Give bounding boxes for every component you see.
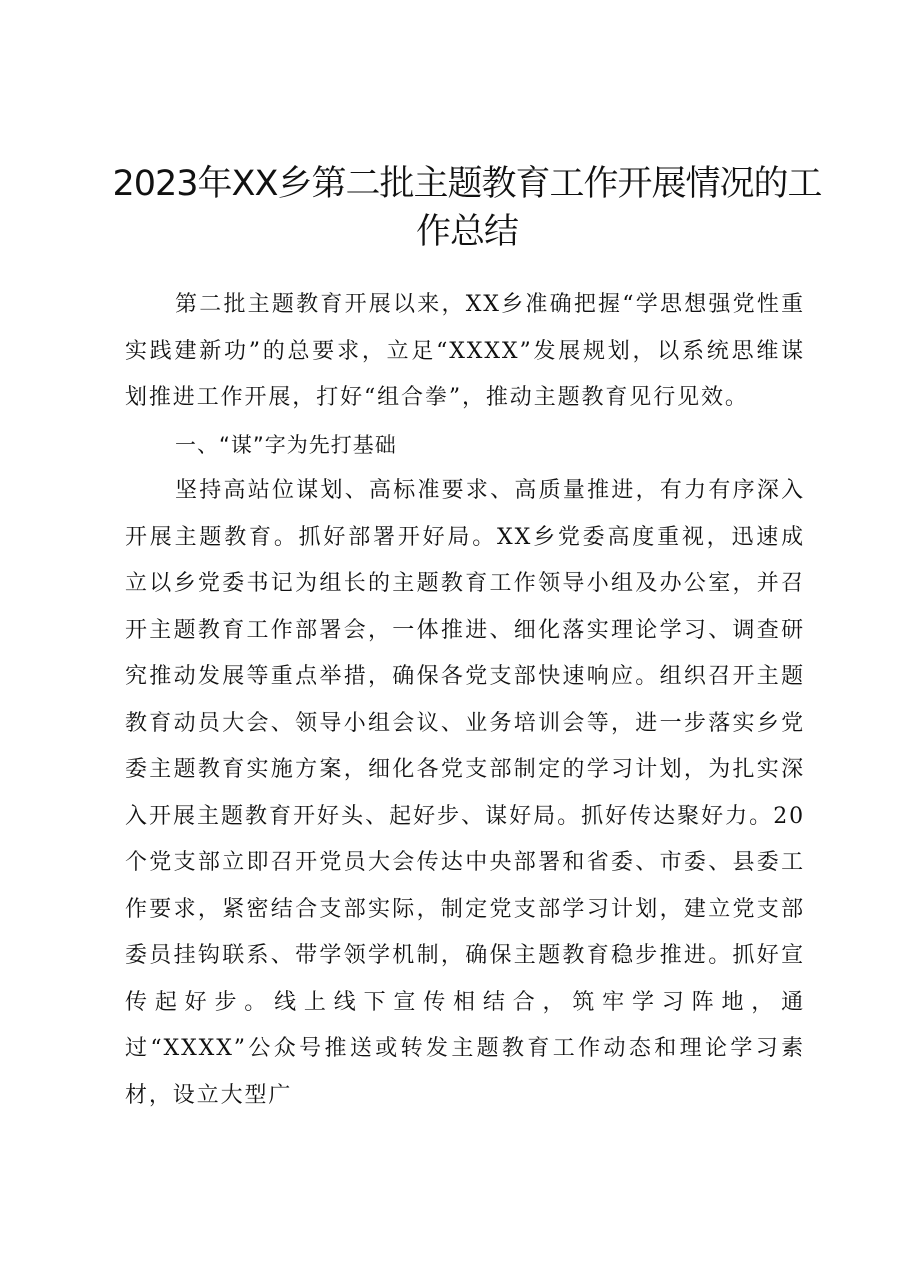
- body-paragraph: 坚持高站位谋划、高标准要求、高质量推进，有力有序深入开展主题教育。抓好部署开好局。XX乡党委高度重视，迅速成立以乡党委书记为组长的主题教育工作领导小组及办公室，并召开主题教育工作部署会，一体推进、细化落实理论学习、调查研究推动发展等重点举措，确保各党支部快速响应。组织召开主题教育动员大会、领导小组会议、业务培训会等，进一步落实乡党委主题教育实施方案，细化各党支部制定的学习计划，为扎实深入开展主题教育开好头、起好步、谋好局。抓好传达聚好力。20个党支部立即召开党员大会传达中央部署和省委、市委、县委工作要求，紧密结合支部实际，制定党支部学习计划，建立党支部委员挂钩联系、带学领学机制，确保主题教育稳步推进。抓好宣传起好步。线上线下宣传相结合，筑牢学习阵地，通过“XXXX”公众号推送或转发主题教育工作动态和理论学习素材，设立大型广: [125, 478, 805, 1108]
- document-title: 2023年XX乡第二批主题教育工作开展情况的工作总结: [112, 164, 822, 252]
- section-heading: 一、“谋”字为先打基础: [175, 432, 397, 457]
- intro-paragraph: 第二批主题教育开展以来，XX乡准确把握“学思想强党性重实践建新功”的总要求，立足“XXXX”发展规划，以系统思维谋划推进工作开展，打好“组合拳”，推动主题教育见行见效。: [125, 292, 805, 410]
- document-body: [125, 282, 805, 1119]
